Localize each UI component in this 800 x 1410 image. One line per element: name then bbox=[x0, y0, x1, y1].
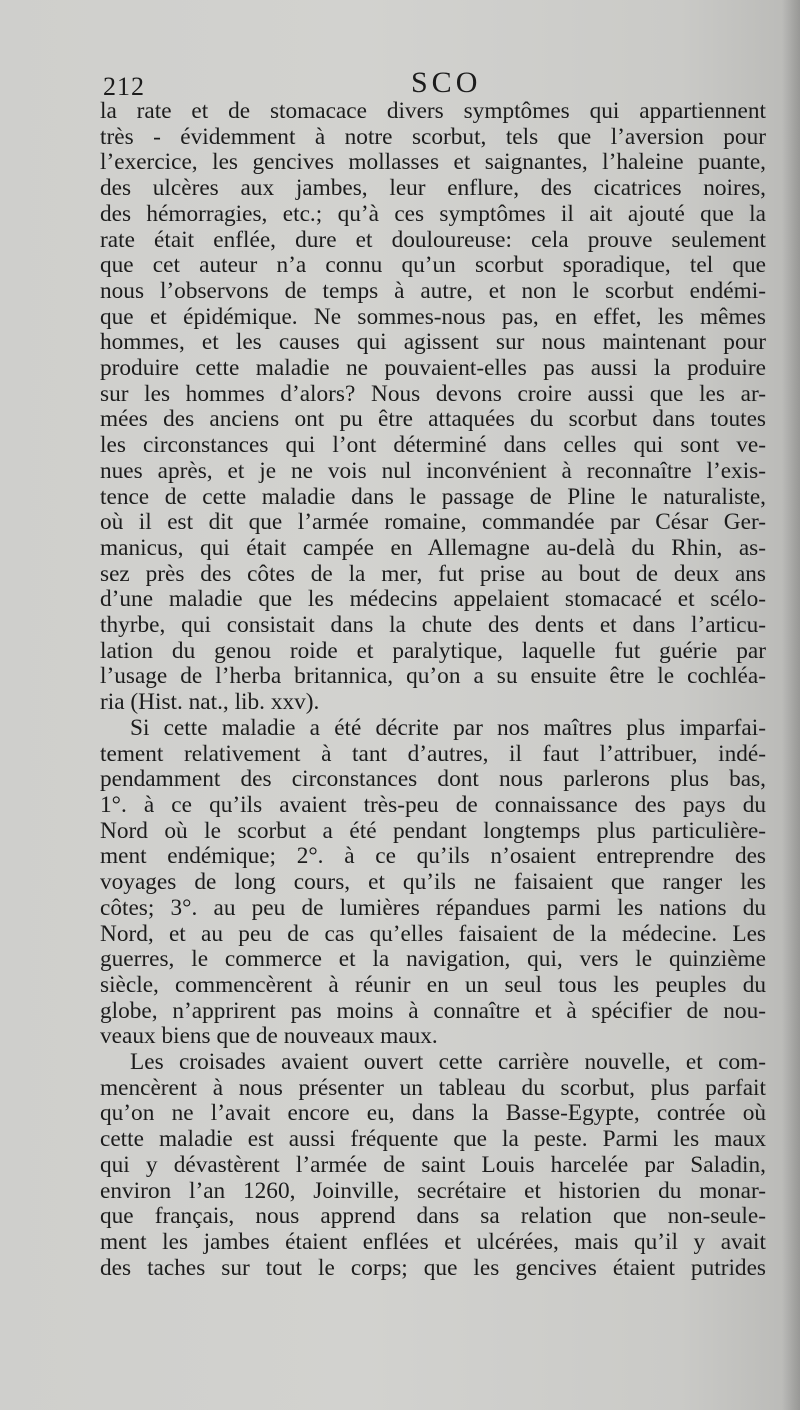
text-line: sez près des côtes de la mer, fut prise au bout de deux ans bbox=[100, 560, 766, 587]
text-line: très - évidemment à notre scorbut, tels que l’aversion pour bbox=[100, 123, 766, 150]
text-line: Nord où le scorbut a été pendant longtemps plus particulière- bbox=[100, 817, 766, 844]
text-line: d’une maladie que les médecins appelaient stomacacé et scélo- bbox=[100, 586, 766, 613]
text-line: siècle, commencèrent à réunir en un seul tous les peuples du bbox=[100, 971, 766, 998]
paragraph bbox=[100, 1050, 766, 1281]
text-line: nous l’observons de temps à autre, et non le scorbut endémi- bbox=[100, 277, 766, 304]
text-line: où il est dit que l’armée romaine, commandée par César Ger- bbox=[100, 509, 766, 536]
text-line: ria (Hist. nat., lib. xxv). bbox=[100, 689, 320, 716]
text-line: qui y dévastèrent l’armée de saint Louis harcelée par Saladin, bbox=[100, 1151, 766, 1178]
text-line: Nord, et au peu de cas qu’elles faisaient de la médecine. Les bbox=[100, 920, 766, 947]
text-line: Les croisades avaient ouvert cette carrière nouvelle, et com- bbox=[130, 1049, 766, 1076]
text-line: que français, nous apprend dans sa relation que non-seule- bbox=[100, 1203, 766, 1230]
text-line: nues après, et je ne vois nul inconvénient à reconnaître l’exis- bbox=[100, 457, 766, 484]
text-line: Si cette maladie a été décrite par nos maîtres plus imparfai- bbox=[130, 714, 766, 741]
text-line: 1°. à ce qu’ils avaient très-peu de connaissance des pays du bbox=[100, 791, 766, 818]
text-line: thyrbe, qui consistait dans la chute des dents et dans l’articu- bbox=[100, 612, 766, 639]
text-line: veaux biens que de nouveaux maux. bbox=[100, 1023, 438, 1050]
text-line: hommes, et les causes qui agissent sur nous maintenant pour bbox=[100, 329, 766, 356]
text-line: ment les jambes étaient enflées et ulcérées, mais qu’il y avait bbox=[100, 1228, 766, 1255]
paragraph bbox=[100, 99, 766, 716]
text-line: guerres, le commerce et la navigation, qui, vers le quinzième bbox=[100, 946, 766, 973]
text-line: globe, n’apprirent pas moins à connaître et à spécifier de nou- bbox=[100, 997, 766, 1024]
text-line: la rate et de stomacace divers symptômes qui appartiennent bbox=[100, 98, 766, 124]
text-line: produire cette maladie ne pouvaient-elles pas aussi la produire bbox=[100, 355, 766, 382]
text-line: rate était enflée, dure et douloureuse: cela prouve seulement bbox=[100, 226, 766, 253]
text-line: que cet auteur n’a connu qu’un scorbut sporadique, tel que bbox=[100, 252, 766, 279]
text-line: mencèrent à nous présenter un tableau du scorbut, plus parfait bbox=[100, 1074, 766, 1101]
text-line: environ l’an 1260, Joinville, secrétaire et historien du monar- bbox=[100, 1177, 766, 1204]
text-line: sur les hommes d’alors? Nous devons croire aussi que les ar- bbox=[100, 380, 766, 407]
text-line: voyages de long cours, et qu’ils ne faisaient que ranger les bbox=[100, 869, 766, 896]
text-line: l’usage de l’herba britannica, qu’on a su ensuite être le cochléa- bbox=[100, 663, 766, 690]
text-line: manicus, qui était campée en Allemagne au-delà du Rhin, as- bbox=[100, 534, 766, 561]
text-line: lation du genou roide et paralytique, laquelle fut guérie par bbox=[100, 637, 766, 664]
paragraph bbox=[100, 716, 766, 1050]
page-gutter-shadow bbox=[782, 0, 800, 1410]
text-line: les circonstances qui l’ont déterminé dans celles qui sont ve- bbox=[100, 432, 766, 459]
text-line: pendamment des circonstances dont nous parlerons plus bas, bbox=[100, 766, 766, 793]
text-line: qu’on ne l’avait encore eu, dans la Basse-Egypte, contrée où bbox=[100, 1100, 766, 1127]
text-line: tement relativement à tant d’autres, il faut l’attribuer, indé- bbox=[100, 740, 766, 767]
text-line: ment endémique; 2°. à ce qu’ils n’osaient entreprendre des bbox=[100, 843, 766, 870]
body-text bbox=[100, 99, 766, 1281]
page-number: 212 bbox=[103, 72, 145, 101]
text-line: des hémorragies, etc.; qu’à ces symptômes il ait ajouté que la bbox=[100, 200, 766, 227]
text-line: cette maladie est aussi fréquente que la peste. Parmi les maux bbox=[100, 1126, 766, 1153]
text-line: mées des anciens ont pu être attaquées du scorbut dans toutes bbox=[100, 406, 766, 433]
text-line: tence de cette maladie dans le passage de Pline le naturaliste, bbox=[100, 483, 766, 510]
text-line: l’exercice, les gencives mollasses et saignantes, l’haleine puante, bbox=[100, 149, 766, 176]
running-head: SCO bbox=[411, 66, 482, 99]
text-line: des taches sur tout le corps; que les gencives étaient putrides bbox=[100, 1254, 766, 1281]
text-line: que et épidémique. Ne sommes-nous pas, en effet, les mêmes bbox=[100, 303, 766, 330]
text-line: côtes; 3°. au peu de lumières répandues parmi les nations du bbox=[100, 894, 766, 921]
text-line: des ulcères aux jambes, leur enflure, des cicatrices noires, bbox=[100, 175, 766, 202]
